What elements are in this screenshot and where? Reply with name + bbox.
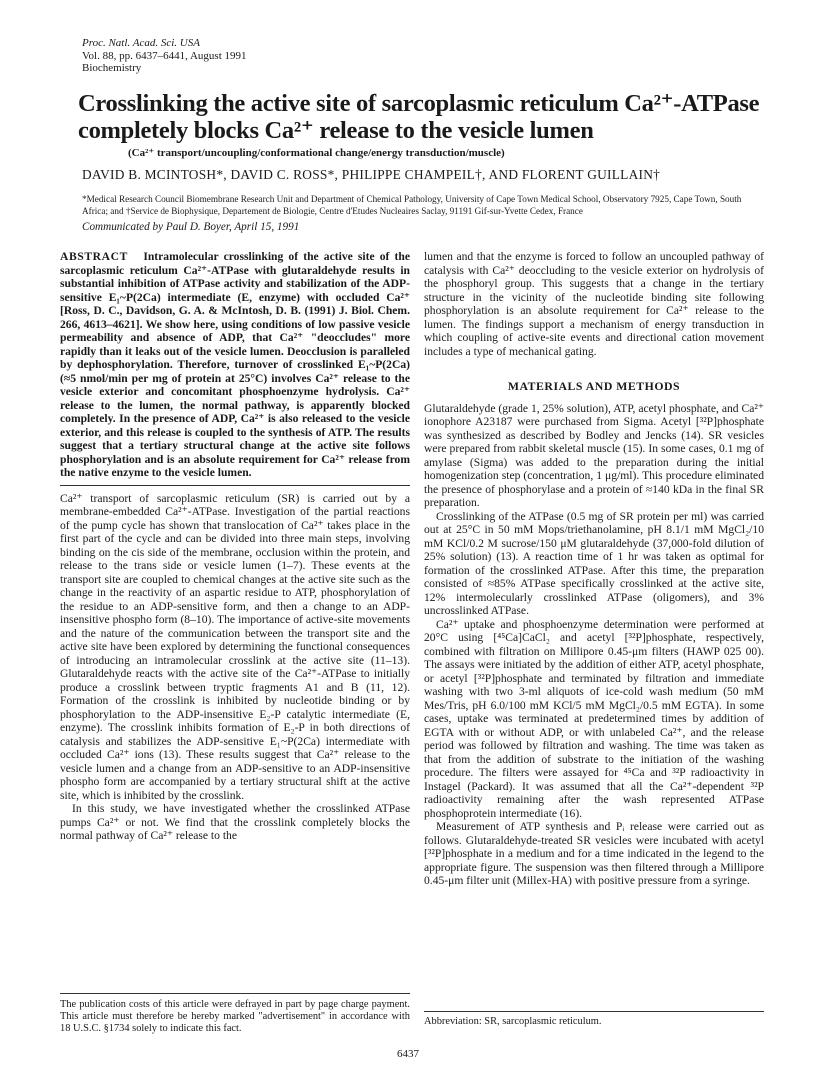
methods-paragraph: Glutaraldehyde (grade 1, 25% solution), ATP, acetyl phosphate, and Ca²⁺ ionophore A23187 were purchased from Sigma. Acetyl [³²P]phosphate was synthesized as described by Bodley and Jencks (14). SR vesicles were prepared from rabbit skeletal muscle (15). In some cases, 0.1 mg of amylase (Sigma) was added to the preparation during the initial homogenization step (concentration, 1 μg/ml). This procedure eliminated the presence of phosphorylase and a protein of ≈140 kDa in the final SR preparation. — [424, 401, 764, 509]
journal-volume: Vol. 88, pp. 6437–6441, August 1991 — [82, 49, 247, 62]
abstract — [60, 250, 410, 480]
journal-section: Biochemistry — [82, 62, 142, 74]
journal-header — [82, 37, 247, 75]
abstract-label: ABSTRACT — [60, 250, 128, 263]
abstract-divider — [60, 485, 410, 486]
intro-paragraph: In this study, we have investigated whether the crosslinked ATPase pumps Ca²⁺ or not. We find that the crosslink completely blocks the normal pathway of Ca²⁺ release to the — [60, 802, 410, 842]
article-title: Crosslinking the active site of sarcoplasmic reticulum Ca²⁺-ATPase completely blocks Ca²⁺ release to the vesicle lumen — [78, 90, 760, 144]
abbreviation-footnote: Abbreviation: SR, sarcoplasmic reticulum. — [424, 1011, 764, 1027]
abstract-text: Intramolecular crosslinking of the active site of the sarcoplasmic reticulum Ca²⁺-ATPase with glutaraldehyde results in substantial inhibition of ATPase activity and stabilization of the ADP-sensitive E₁~P(2Ca) intermediate (E, enzyme) with occluded Ca²⁺ [Ross, D. C., Davidson, G. A. & McIntosh, D. B. (1991) J. Biol. Chem. 266, 4613–4621]. We show here, using conditions of low passive vesicle permeability and absence of ADP, that Ca²⁺ "deoccludes" more rapidly than it leaks out of the vesicle lumen. Deocclusion is paralleled by dephosphorylation. Therefore, turnover of crosslinked E₁~P(2Ca) (≈5 nmol/min per mg of protein at 25°C) involves Ca²⁺ release to the vesicle exterior and concomitant phosphoenzyme hydrolysis. Ca²⁺ release to the lumen, the normal pathway, is apparently blocked completely. In the presence of ADP, Ca²⁺ is also released to the vesicle exterior, and this release is coupled to the synthesis of ATP. The results suggest that a tertiary structural change at the active site follows phosphorylation and is an absolute requirement for Ca²⁺ release from the native enzyme to the vesicle lumen. — [60, 250, 410, 479]
right-column — [424, 250, 764, 1010]
publication-cost-footnote: The publication costs of this article were defrayed in part by page charge payment. This article must therefore be hereby marked "advertisement" in accordance with 18 U.S.C. §1734 solely to indicate this fact. — [60, 993, 410, 1034]
intro-continuation: lumen and that the enzyme is forced to follow an uncoupled pathway of catalysis with Ca²⁺ deoccluding to the vesicle exterior on hydrolysis of the phosphoryl group. This suggests that a change in the tertiary structure in the vicinity of the nucleotide binding site following phosphorylation is an absolute requirement for Ca²⁺ release to the lumen. The findings support a mechanism of energy transduction in which coupling of active-site events and directional cation movement includes a type of mechanical gating. — [424, 250, 764, 358]
section-heading-methods: MATERIALS AND METHODS — [507, 379, 681, 393]
journal-name: Proc. Natl. Acad. Sci. USA — [82, 37, 200, 49]
page-number: 6437 — [397, 1048, 419, 1060]
methods-paragraph: Crosslinking of the ATPase (0.5 mg of SR protein per ml) was carried out at 25°C in 50 mM Mops/triethanolamine, pH 8.1/1 mM MgCl₂/10 mM KCl/0.2 M sucrose/150 μM glutaraldehyde (37,000-fold dilution of 25% solution) (13). A reaction time of 1 hr was taken as optimal for formation of the crosslinked ATPase. After this time, the preparation consisted of ≈85% ATPase specifically crosslinked at the active site, 12% intermolecularly crosslinked ATPase (oligomers), and 3% uncrosslinked ATPase. — [424, 509, 764, 617]
left-column — [60, 250, 410, 986]
intro-paragraph: Ca²⁺ transport of sarcoplasmic reticulum (SR) is carried out by a membrane-embedded Ca²⁺-ATPase. Investigation of the partial reactions of the pump cycle has shown that translocation of Ca²⁺ takes place in the first part of the cycle and can be divided into three main steps, involving binding on the cis side of the membrane, occlusion within the protein, and release to the trans side or vesicle lumen (1–7). These events at the transport site are coupled to chemical changes at the active site such as the change in the reactivity of an aspartic residue to ATP, phosphorylation of the residue to an ADP-sensitive form, and then a change to an ADP-insensitive phospho form (8–10). The importance of active-site movements and the nature of the communication between the transport site and the active site have been explored by determining the functional consequences of introducing an intramolecular crosslink at the active site (11–13). Glutaraldehyde reacts with the active site of the Ca²⁺-ATPase to initially produce a crosslink between tryptic fragments A1 and B (11, 12). Formation of the crosslink is inhibited by nucleotide binding or by phosphorylation to the ADP-insensitive E₂-P catalytic intermediate (E, enzyme). The crosslink inhibits formation of E₂-P in both directions of catalysis and stabilizes the ADP-sensitive E₁~P(2Ca) intermediate with occluded Ca²⁺ ions (13). These results suggest that Ca²⁺ release to the vesicle lumen and a change from an ADP-sensitive to an ADP-insensitive phospho form are accompanied by a tertiary structural shift at the active site, which is inhibited by the crosslink. — [60, 491, 410, 802]
keywords: (Ca²⁺ transport/uncoupling/conformational change/energy transduction/muscle) — [128, 147, 505, 159]
communicated-by: Communicated by Paul D. Boyer, April 15, 1991 — [82, 221, 300, 233]
affiliations: *Medical Research Council Biomembrane Research Unit and Department of Chemical Pathology, University of Cape Town Medical School, Observatory 7925, Cape Town, South Africa; and †Service de Biophysique, Departement de Biologie, Centre d'Etudes Nucleaires Saclay, 91191 Gif-sur-Yvette Cedex, France — [82, 194, 742, 216]
methods-paragraph: Measurement of ATP synthesis and Pᵢ release were carried out as follows. Glutaraldehyde-treated SR vesicles were incubated with acetyl [³²P]phosphate in a medium and for a time indicated in the legend to the appropriate figure. The suspension was then filtered through a Millipore 0.45-μm filter unit (Millex-HA) with positive pressure from a syringe. — [424, 820, 764, 887]
methods-paragraph: Ca²⁺ uptake and phosphoenzyme determination were performed at 20°C using [⁴⁵Ca]CaCl₂ and acetyl [³²P]phosphate, respectively, combined with filtration on Millipore 0.45-μm filters (HAWP 025 00). The assays were initiated by the addition of either ATP, acetyl phosphate, or acetyl [³²P]phosphate and terminated by filtration and immediate washing with two 3-ml aliquots of ice-cold wash medium (50 mM Mes/Tris, pH 6.0/100 mM KCl/5 mM MgCl₂/0.5 mM EGTA). In some cases, uptake was terminated at predetermined times by addition of EGTA with or without ADP, or with unlabeled Ca²⁺, and the release period was followed by filtration and washing. The time was taken as that from the addition of substrate to the initiation of the washing procedure. The filters were assayed for ⁴⁵Ca and ³²P radioactivity in Instagel (Packard). It was assumed that all the Ca²⁺-dependent ³²P radioactivity remaining after the wash represented ATPase phosphoprotein intermediate (16). — [424, 617, 764, 820]
author-list: DAVID B. MCINTOSH*, DAVID C. ROSS*, PHILIPPE CHAMPEIL†, AND FLORENT GUILLAIN† — [82, 167, 661, 182]
